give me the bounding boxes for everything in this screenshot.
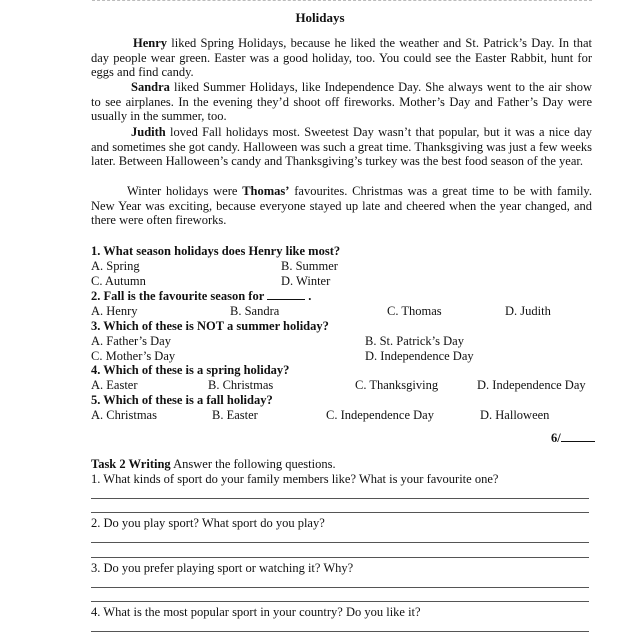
answer-blank [267, 289, 305, 300]
q2-option-c: C. Thomas [387, 304, 442, 318]
paragraph-henry [91, 36, 592, 80]
q1-option-a: A. Spring [91, 259, 140, 273]
q2-option-a: A. Henry [91, 304, 138, 318]
paragraph-judith [91, 125, 592, 169]
paragraph-thomas-text: favourites. Christmas was a great time to be with family. New Year was exciting, because everyone stayed up late and cheered when the year changed, and there were often fireworks. [91, 184, 592, 228]
score-label: 6/ [551, 431, 561, 445]
q1-option-b: B. Summer [281, 259, 338, 273]
q4-option-d: D. Independence Day [477, 378, 586, 392]
q3-option-a: A. Father’s Day [91, 334, 171, 348]
q5-option-d: D. Halloween [480, 408, 550, 422]
writing-question-4: 4. What is the most popular sport in your country? Do you like it? [91, 605, 421, 619]
paragraph-sandra-text: liked Summer Holidays, like Independence Day. She always went to the air show to see airplanes. In the evening they’d shoot off fireworks. Mother’s Day and Father’s Day were usually in the summer, too. [91, 80, 592, 124]
q4-option-a: A. Easter [91, 378, 138, 392]
question-5: 5. Which of these is a fall holiday? [91, 393, 273, 407]
writing-question-3: 3. Do you prefer playing sport or watching it? Why? [91, 561, 354, 575]
q1-option-d: D. Winter [281, 274, 331, 288]
answer-line[interactable] [91, 542, 589, 543]
name-henry: Henry [133, 36, 168, 50]
score-blank [561, 430, 595, 442]
question-1: 1. What season holidays does Henry like most? [91, 244, 341, 258]
task2-heading [91, 457, 336, 472]
reading-title: Holidays [295, 10, 345, 25]
question-4: 4. Which of these is a spring holiday? [91, 363, 290, 377]
question-2 [91, 289, 311, 304]
question-2-end: . [308, 289, 312, 303]
task2-label: Task 2 Writing [91, 457, 171, 471]
answer-line[interactable] [91, 631, 589, 632]
paragraph-thomas-pre: Winter holidays were [127, 184, 243, 198]
q5-option-a: A. Christmas [91, 408, 157, 422]
q2-option-d: D. Judith [505, 304, 551, 318]
q3-option-d: D. Independence Day [365, 349, 474, 363]
writing-question-1: 1. What kinds of sport do your family members like? What is your favourite one? [91, 472, 499, 486]
paragraph-judith-text: loved Fall holidays most. Sweetest Day wasn’t that popular, but it was a nice day and sometimes she got candy. Halloween was such a great time. Thanksgiving was just a few weeks later. Between Halloween’s candy and Thanksgiving’s turkey was the best food season of the year. [91, 125, 592, 169]
answer-line[interactable] [91, 512, 589, 513]
q1-option-c: C. Autumn [91, 274, 146, 288]
q4-option-b: B. Christmas [208, 378, 274, 392]
question-2-text: 2. Fall is the favourite season for [91, 289, 265, 303]
answer-line[interactable] [91, 557, 589, 558]
name-thomas: Thomas’ [242, 184, 290, 198]
answer-line[interactable] [91, 601, 589, 602]
q5-option-b: B. Easter [212, 408, 258, 422]
paragraph-sandra [91, 80, 592, 124]
paragraph-henry-text: liked Spring Holidays, because he liked the weather and St. Patrick’s Day. In that day people wear green. Easter was a good holiday, too. You could see the Easter Rabbit, hunt for eggs and find candy. [91, 36, 592, 80]
score-box [551, 430, 595, 446]
task2-instruction: Answer the following questions. [170, 457, 336, 471]
question-3: 3. Which of these is NOT a summer holiday? [91, 319, 329, 333]
answer-line[interactable] [91, 498, 589, 499]
q3-option-b: B. St. Patrick’s Day [365, 334, 464, 348]
q4-option-c: C. Thanksgiving [355, 378, 439, 392]
name-judith: Judith [131, 125, 166, 139]
name-sandra: Sandra [131, 80, 170, 94]
writing-question-2: 2. Do you play sport? What sport do you play? [91, 516, 325, 530]
cropped-top-text [92, 0, 592, 4]
paragraph-thomas [91, 184, 592, 228]
q5-option-c: C. Independence Day [326, 408, 434, 422]
answer-line[interactable] [91, 587, 589, 588]
q2-option-b: B. Sandra [230, 304, 280, 318]
q3-option-c: C. Mother’s Day [91, 349, 176, 363]
